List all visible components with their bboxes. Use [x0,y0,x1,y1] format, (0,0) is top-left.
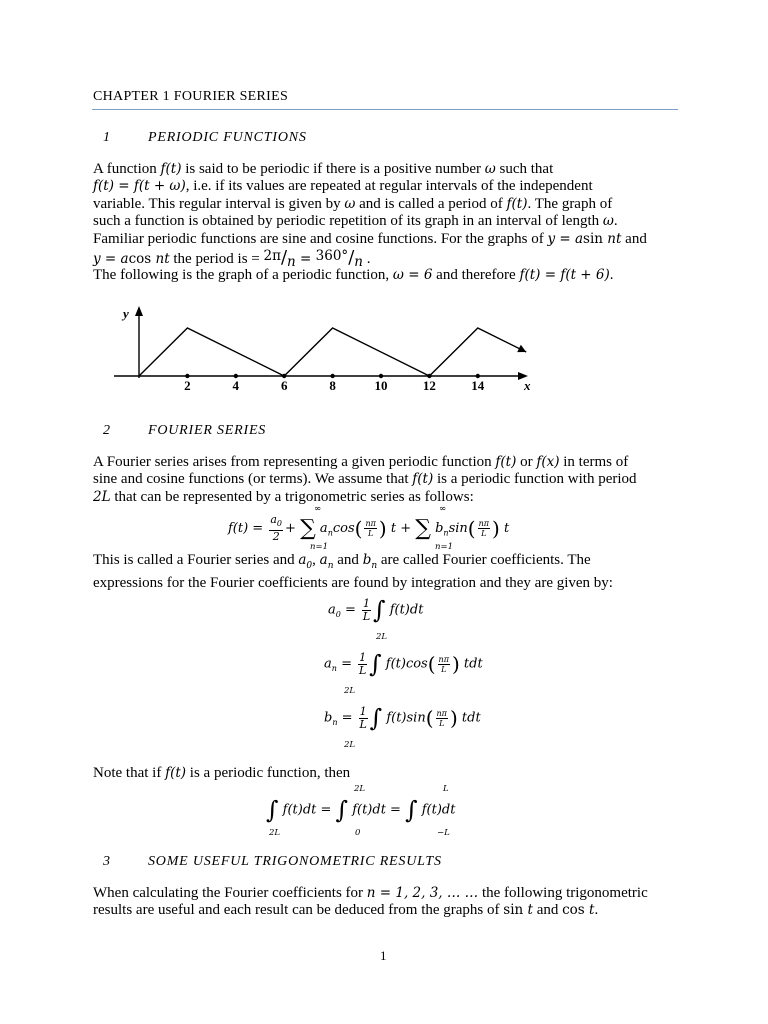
integral-lower-limit: 0 [355,828,361,838]
section-2-title: FOURIER SERIES [148,423,267,438]
text-line: such a function is obtained by periodic repetition of its graph in an interval of length ω. [93,213,618,230]
integral-upper-limit: 2L [354,784,366,794]
section-2-number: 2 [103,423,111,438]
heading-rule [92,109,678,110]
an-equation: $a_n$ = $\frac{1}{L}$ ∫ f(t)cos( $\frac{n\pi}{L}$ ) tdt [324,650,483,678]
x-tick-label: 8 [329,378,336,393]
x-tick-label: 6 [280,378,288,393]
section-3-number: 3 [103,854,111,869]
periodic-function-graph [100,300,540,400]
periodic-integral-equation: ∫ f(t)dt = ∫ f(t)dt = ∫ f(t)dt [266,796,456,824]
text-line: variable. This regular interval is given by ω and is called a period of f(t). The graph of [93,195,613,212]
x-tick-label: 10 [374,378,388,393]
text-line: This is called a Fourier series and $a_0$, $a_n$ and $b_n$ are called Fourier coefficients. The [93,552,591,571]
x-axis-label: x [524,378,531,393]
text-line: A function f(t) is said to be periodic if there is a positive number ω such that [93,161,554,177]
page-number: 1 [380,948,387,963]
bn-equation: $b_n$ = $\frac{1}{L}$ ∫ f(t)sin( $\frac{n\pi}{L}$ ) tdt [324,704,481,732]
text-line: expressions for the Fourier coefficients are found by integration and they are given by: [93,575,613,592]
integral-upper-limit: L [443,784,449,794]
x-tick-label: 12 [422,378,436,393]
text-line: sine and cosine functions (or terms). We assume that f(t) is a periodic function with period [93,471,637,488]
paragraph-coefficients [93,552,673,593]
text-line: 2L that can be represented by a trigonometric series as follows: [93,488,474,505]
y-axis-label: y [123,306,129,321]
section-1-number: 1 [103,130,111,145]
text-line: f(t) = f(t + ω), i.e. if its values are repeated at regular intervals of the independent [93,178,593,195]
section-1-title: PERIODIC FUNCTIONS [148,130,307,145]
x-tick-label: 4 [232,378,240,393]
y-axis-arrow [135,306,143,316]
fourier-series-equation: f(t) = $\frac{a_0}{2}$ + ∑ $a_n\cos$( $\frac{n\pi}{L}$ ) t + ∑ $b_n\sin$( $\frac{n\pi}{L}$ ) t [228,513,510,544]
integral-lower-limit: −L [437,828,450,838]
text-line: y = acos nt the period is = 2π/n = 360°/n . [93,247,371,271]
sum-lower-limit: n=1 [310,542,329,552]
integral-lower-limit: 2L [269,828,281,838]
sum-upper-limit: ∞ [439,504,447,514]
paragraph-trig-results [93,885,673,920]
text-line: When calculating the Fourier coefficients for n = 1, 2, 3, … … the following trigonometric [93,885,648,901]
sum-lower-limit: n=1 [435,542,454,552]
paragraph-note [93,765,673,782]
text-line: results are useful and each result can be deduced from the graphs of sin t and cos t. [93,902,599,919]
sum-upper-limit: ∞ [314,504,322,514]
text-line: The following is the graph of a periodic function, ω = 6 and therefore f(t) = f(t + 6). [93,267,614,284]
section-3-title: SOME USEFUL TRIGONOMETRIC RESULTS [148,854,442,869]
text-line: A Fourier series arises from representing a given periodic function f(t) or f(x) in terms of [93,454,629,470]
x-tick-label: 2 [184,378,191,393]
chapter-heading: CHAPTER 1 FOURIER SERIES [93,89,289,104]
integral-lower-limit: 2L [344,686,356,696]
integral-lower-limit: 2L [376,632,388,642]
x-tick-label: 14 [471,378,485,393]
paragraph-periodic-definition [93,161,673,284]
a0-equation: $a_0$ = $\frac{1}{L}$ ∫ f(t)dt [328,596,424,624]
integral-lower-limit: 2L [344,740,356,750]
text-line: Familiar periodic functions are sine and cosine functions. For the graphs of y = asin nt and [93,230,647,247]
text-line: Note that if f(t) is a periodic function, then [93,765,351,781]
series-line [139,328,526,376]
paragraph-fourier-intro [93,454,673,506]
